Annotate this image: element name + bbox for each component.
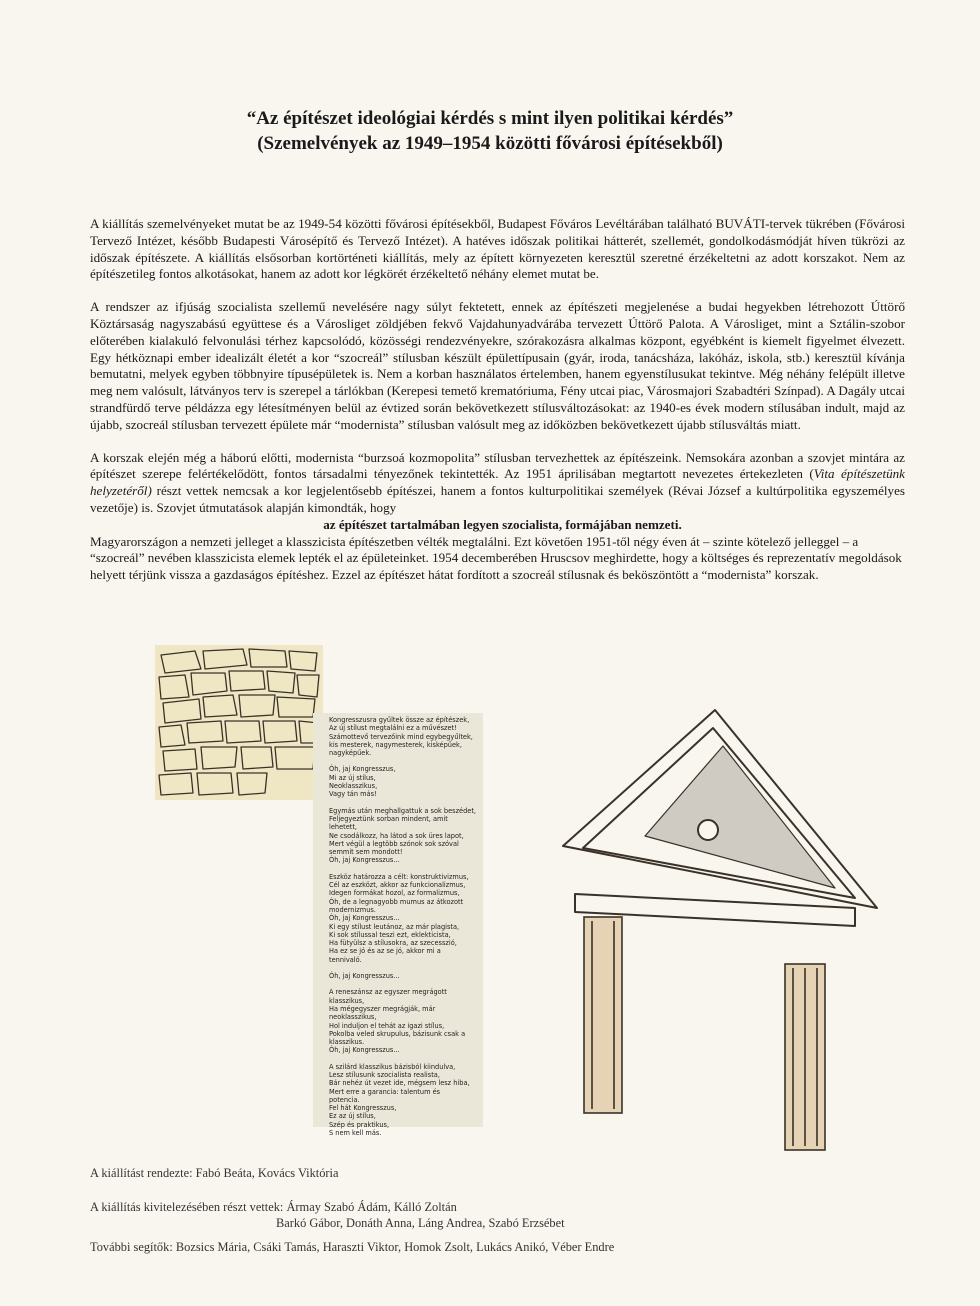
poem-stanza: Kongresszusra gyűltek össze az építészek, Az új stílust megtalálni ez a művészet! Számottevő tervezőink mind egybegyűltek, kis mesterek, nagymesterek, kisképűek, nagyképűek. — [329, 716, 473, 758]
contributors-label: A kiállítás kivitelezésében részt vettek: — [90, 1200, 284, 1214]
paragraph-1: A kiállítás szemelvényeket mutat be az 1949-54 közötti fővárosi építésekből, Budapest Főváros Levéltárában található BUVÁTI-tervek tükrében (Fővárosi Tervező Intézet, később Budapesti Városépítő és Tervező Intézet). A hatéves időszak politikai hátterét, szellemét, gondolkodásmódját híven tükrözi az időszak építészete. A kiállítás elsősorban kortörténeti kiállítás, mely az épített környezeten keresztül szeretné érzékeltetni az adott korszakot. Nem az építészetileg fontos alkotásokat, hanem az adott kor légkörét érzékeltető néhány elemet mutat be. — [90, 216, 905, 282]
poem-stanza: Eszköz határozza a célt: konstruktivizmus, Cél az eszközt, akkor az funkcionalizmus, Idegen formákat hozol, az formalizmus, Óh, de a legnagyobb mumus az átkozott modernizmus. Óh, jaj Kongresszus... Ki egy stílust leutánoz, az már plagista, Ki sok stílussal teszi ezt, eklekticista, Ha fütyülsz a stílusokra, az szecesszió, Ha ez se jó és az se jó, akkor mi a tennivaló. — [329, 872, 469, 964]
paragraph-3-italic: Vita építészetünk helyzetéről) — [90, 466, 905, 499]
paragraph-3 — [90, 450, 905, 517]
paragraph-3-b: részt vettek nemcsak a kor legjelentősebb építészei, hanem a fontos kulturpolitikai személyek (Révai József a kultúrpolitika egyszemélyes vezetője) is. Szovjet útmutatások alapján kimondták, hogy — [90, 483, 905, 515]
contributors-line-1: Ármay Szabó Ádám, Kálló Zoltán — [286, 1200, 457, 1214]
stone-wall-sketch — [155, 645, 323, 800]
emphasis-statement: az építészet tartalmában legyen szocialista, formájában nemzeti. — [323, 516, 682, 532]
paragraph-4: Magyarországon a nemzeti jelleget a klasszicista építészetben vélték megtalálni. Ezt követően 1951-től négy éven át – szinte kötelező jelleggel – a “szocreál” nevében klasszicista elemek lepték el az épületeinket. 1954 decemberében Hruscsov meghirdette, hogy a költséges és reprezentatív megoldások helyett térjünk vissza a gazdaságos építéshez. Ezzel az építészet hátat fordított a szocreál stílusnak és beköszöntött a “modernista” korszak. — [90, 533, 902, 583]
page-title — [0, 106, 980, 156]
congress-poem — [313, 713, 483, 1138]
poem-stanza: A szilárd klasszikus bázisból kiindulva, Lesz stílusunk szocialista realista, Bár nehéz út vezet ide, mégsem lesz hiba, Mert erre a garancia: talentum és potencia. Fel hát Kongresszus, Ez az új stílus, Szép és praktikus, S nem kell más. — [329, 1062, 470, 1138]
title-line-1: “Az építészet ideológiai kérdés s mint ilyen politikai kérdés” — [246, 108, 734, 129]
intro-paragraph — [90, 216, 905, 600]
stone-wall-drawing — [155, 645, 323, 800]
paragraph-2: A rendszer az ifjúság szocialista szellemű nevelésére nagy súlyt fektetett, ennek az építészeti megjelenése a budai hegyekben létrehozott Úttörő Köztársaság nagyszabású együttese és a Városliget zöldjében fekvő Vajdahunyadvárába tervezett Úttörő Palota. A Városliget, mint a Sztálin-szobor előterében kialakuló felvonulási térhez kapcsolódó, közösségi rendezvényekre, szórakozásra alkalmas központ, egyébként is kiemelt figyelmet élvezett. Egy hétköznapi ember idealizált életét a kor “szocreál” stílusban készült épülettípusain (gyár, iroda, tanácsháza, lakóház, iskola, stb.) keresztül kívánja bemutatni, melyek egyben többnyire típusépületek is. Nem a korban használatos értelemben, hanem egyenstílusukat tekintve. Még néhány felépült illetve meg nem valósult, látványos terv is szerepel a tárlókban (Kerepesi temető krematóriuma, Fény utcai piac, Városmajori Szabadtéri Színpad). A Dagály utcai strandfürdő terve példázza egy létesítményen belül az évtized során bekövetkezett stílusváltozásokat: az 1940-es évek modern stílusában indult, majd az újabb, szocreál stílusban tervezett épülete már “modernista” stílusban valósult meg az időközben bekövetkezett újabb stílusváltás miatt. — [90, 299, 905, 432]
helpers-credit: További segítők: Bozsics Mária, Csáki Tamás, Haraszti Viktor, Homok Zsolt, Lukács Anikó, Véber Endre — [90, 1240, 615, 1254]
title-line-2: (Szemelvények az 1949–1954 közötti fővárosi építésekből) — [257, 133, 723, 154]
poem-stanza: A reneszánsz az egyszer megrágott klasszikus, Ha mégegyszer megrágják, már neoklasszikus, Hol induljon el tehát az igazi stílus, Pokolba veled skrupulus, bázisunk csak a klasszikus. Óh, jaj Kongresszus... — [329, 988, 466, 1055]
contributors-credit — [90, 1200, 457, 1215]
contributors-line-2: Barkó Gábor, Donáth Anna, Láng Andrea, Szabó Erzsébet — [276, 1216, 565, 1230]
poem-stanza: Óh, jaj Kongresszus... — [329, 972, 400, 981]
column-left-sketch — [582, 915, 624, 1115]
poem-stanza: Egymás után meghallgattuk a sok beszédet, Feljegyeztünk sorban mindent, amit lehetett, Ne csodálkozz, ha látod a sok üres lapot, Mert végül a legtöbb szónok sok szóval semmit sem mondott! Óh, jaj Kongresszus... — [329, 806, 477, 865]
paragraph-3-a: A korszak elején még a háború előtti, modernista “burzsoá kozmopolita” stílusban tervezhettek az építészeink. Nemsokára azonban a szovjet mintára az építészet szerepe felértékelődött, fontos társadalmi tényezőnek tekintették. Az 1951 áprilisában megtartott nevezetes értekezleten ( — [90, 449, 905, 482]
poem-stanza: Óh, jaj Kongresszus, Mi az új stílus, Neoklasszikus, Vagy tán más! — [329, 765, 396, 799]
column-right-sketch — [783, 962, 827, 1152]
organizers-credit: A kiállítást rendezte: Fabó Beáta, Kovács Viktória — [90, 1166, 339, 1180]
pediment-sketch — [555, 698, 885, 928]
